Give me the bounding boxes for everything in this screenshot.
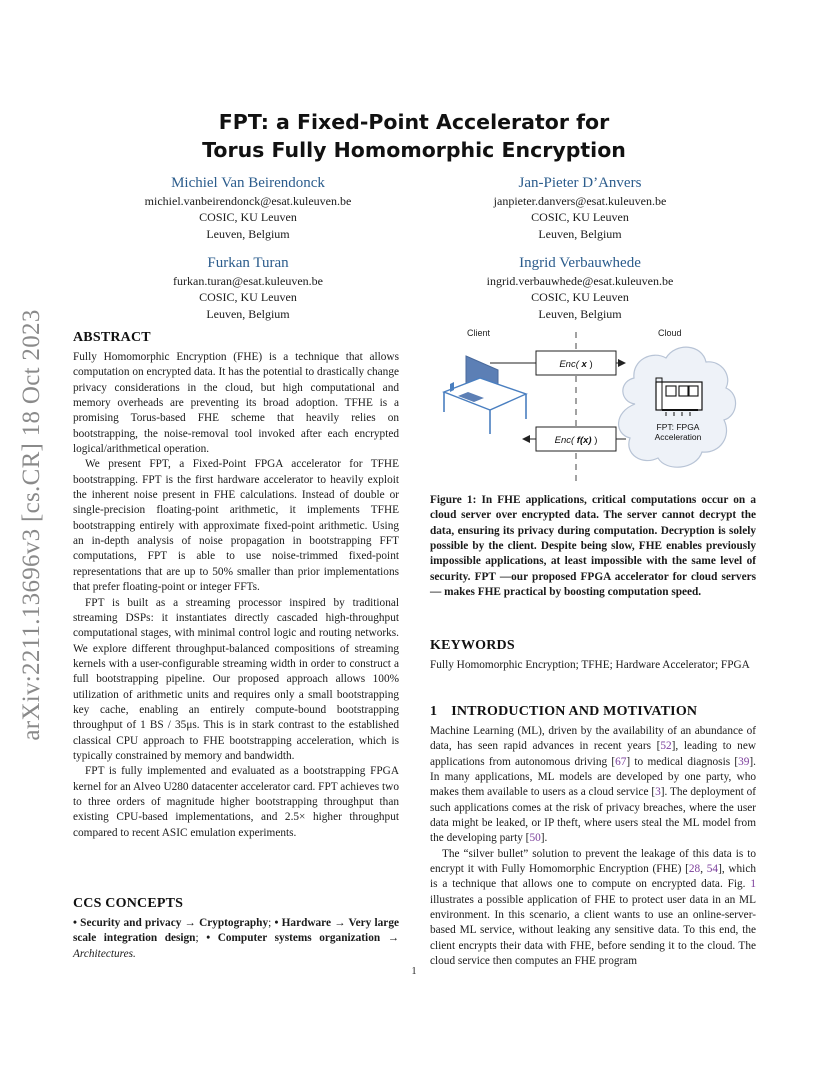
arxiv-id-text: arXiv:2211.13696v3 [cs.CR] 18 Oct 2023 [18,309,45,741]
author-name: Michiel Van Beirendonck [171,175,325,191]
author-affiliation: COSIC, KU Leuven [199,210,297,225]
enc-x-label: Enc( x ) [559,359,593,370]
ccs-concept-italic: Architectures. [73,947,136,960]
figure-caption: Figure 1: In FHE applications, critical computations occur on a cloud server over encrypted data. The server cannot decrypt the data, ensuring its privacy during computation. Decryption is solely possible by the client. Despite being slow, FHE enables previously impossible applications, at least impossible with the same level of security. FPT —our proposed FPGA accelerator for cloud servers— makes FHE practical by boosting computation speed. [430,494,756,599]
client-label: Client [467,328,491,338]
abstract-body [73,350,399,841]
author-email: furkan.turan@esat.kuleuven.be [173,274,323,288]
introduction-body [430,724,756,970]
author-location: Leuven, Belgium [538,306,622,321]
citation-link[interactable]: 3 [655,786,661,799]
ccs-separator: ; [268,917,275,929]
title-line-2: Torus Fully Homomorphic Encryption [202,138,626,162]
abstract-paragraph: We present FPT, a Fixed-Point FPGA accelerator for TFHE bootstrapping. FPT is the first hardware accelerator to heavily exploit the inherent noise present in FHE calculations. Instead of double or single-precision floating-point arithmetic, it implements TFHE bootstrapping entirely with approximate fixed-point arithmetic. Using an in-depth analysis of noise propagation in bootstrapping FFT computations, FPT is able to use noise-trimmed fixed-point representations that are up to 50% smaller than prior implementations that prefer floating-point or integer FFTs. [73,458,399,594]
abstract-paragraph: FPT is fully implemented and evaluated as a bootstrapping FPGA kernel for an Alveo U280 datacenter accelerator card. FPT achieves two to three orders of magnitude higher bootstrapping throughput than existing CPU-based implementations, and 2.5× higher throughput compared to recent ASIC emulation experiments. [73,765,399,839]
paper-title [0,108,828,164]
author-affiliation: COSIC, KU Leuven [531,290,629,305]
author-name: Furkan Turan [207,255,289,271]
intro-paragraph: The “silver bullet” solution to prevent the leakage of this data is to encrypt it with Fully Homomorphic Encryption (FHE) [28, 54], which is a technique that allows one to compute on encrypted data. Fig. 1 illustrates a possible application of FHE to protect user data in an ML environment. In this scenario, a client wants to use an online-server-based ML service, without leaking any sensitive data. To this end, the client encrypts their data with FHE, before sending it to the cloud. The cloud service then computes an FHE program [430,847,756,968]
author-block-2 [430,174,730,242]
figure-reference-link[interactable]: 1 [750,878,756,891]
ccs-concept: • Computer systems organization → [206,932,399,945]
ccs-concept: • Hardware → Very large scale integration design [73,917,399,945]
citation-link[interactable]: 67 [615,755,627,768]
author-location: Leuven, Belgium [538,226,622,241]
author-email: janpieter.danvers@esat.kuleuven.be [493,194,667,208]
author-email: ingrid.verbauwhede@esat.kuleuven.be [486,274,674,288]
ccs-concept: • Security and privacy → Cryptography [73,917,269,929]
author-block-3 [98,254,398,322]
fpga-label-line-1: FPT: FPGA [656,422,700,432]
author-affiliation: COSIC, KU Leuven [531,210,629,225]
enc-x-message [490,351,626,375]
abstract-paragraph: FPT is built as a streaming processor inspired by traditional streaming DSPs: it instantiates directly cascaded high-throughput computational stages, with minimal control logic and routing networks. We explore different throughput-balanced compositions of streaming kernels with a user-configurable streaming width in order to construct a full bootstrapping pipeline. Our proposed approach allows 100% utilization of arithmetic units and requires only a small bootstrapping key cache, enabling an entirely compute-bound bootstrapping throughput of 1 BS / 35μs. This is in stark contrast to the established classical CPU approach to FHE bootstrapping acceleration, which is typically constrained by memory and bandwidth. [73,596,399,762]
fpga-label-line-2: Acceleration [654,432,702,442]
figure-1 [430,324,760,484]
arxiv-side-label [14,290,50,760]
abstract-paragraph: Fully Homomorphic Encryption (FHE) is a technique that allows computation on encrypted data. It has the potential to drastically change privacy considerations in the cloud, but high computational and memory overheads are preventing its broad adoption. TFHE is a promising Torus-based FHE scheme that heavily relies on bootstrapping, the noise-removal tool invoked after each encrypted logical/arithmetical operation. [73,351,399,456]
enc-fx-message [522,427,626,451]
citation-link[interactable]: 39 [738,755,750,768]
author-block-4 [430,254,730,322]
intro-paragraph: Machine Learning (ML), driven by the availability of an abundance of data, has seen rapid advances in recent years [52], leading to new applications from autonomous driving [67] to medical diagnosis [39]. In many applications, ML models are developed by one party, who makes them available to users as a cloud service [3]. The deployment of such applications comes at the risk of privacy breaches, where the user data might be leaked, or IP theft, where users steal the ML model from the developing party [50]. [430,725,757,845]
abstract-heading: ABSTRACT [73,330,151,345]
section-heading-introduction [430,704,697,720]
client-desk-icon [444,356,526,434]
section-title: INTRODUCTION AND MOTIVATION [451,704,698,719]
author-affiliation: COSIC, KU Leuven [199,290,297,305]
figure-1-diagram [430,324,760,484]
ccs-heading: CCS CONCEPTS [73,896,184,911]
fpga-card-icon [656,378,702,416]
author-location: Leuven, Belgium [206,306,290,321]
citation-link[interactable]: 28 [688,863,701,876]
citation-link[interactable]: 50 [529,832,541,845]
title-line-1: FPT: a Fixed-Point Accelerator for [218,110,610,134]
keywords-heading: KEYWORDS [430,638,515,653]
author-email: michiel.vanbeirendonck@esat.kuleuven.be [144,194,352,208]
ccs-separator: ; [195,932,207,945]
author-block-1 [98,174,398,242]
page-number: 1 [411,966,417,977]
section-number: 1 [430,704,438,719]
cloud-label: Cloud [658,328,682,338]
citation-link[interactable]: 52 [660,740,672,753]
author-location: Leuven, Belgium [206,226,290,241]
ccs-text [73,916,399,962]
keywords-text: Fully Homomorphic Encryption; TFHE; Hardware Accelerator; FPGA [430,659,750,671]
citation-link[interactable]: 54 [706,863,719,876]
author-name: Ingrid Verbauwhede [519,255,641,271]
enc-fx-label: Enc( f(x) ) [554,435,598,446]
author-name: Jan-Pieter D’Anvers [518,175,642,191]
